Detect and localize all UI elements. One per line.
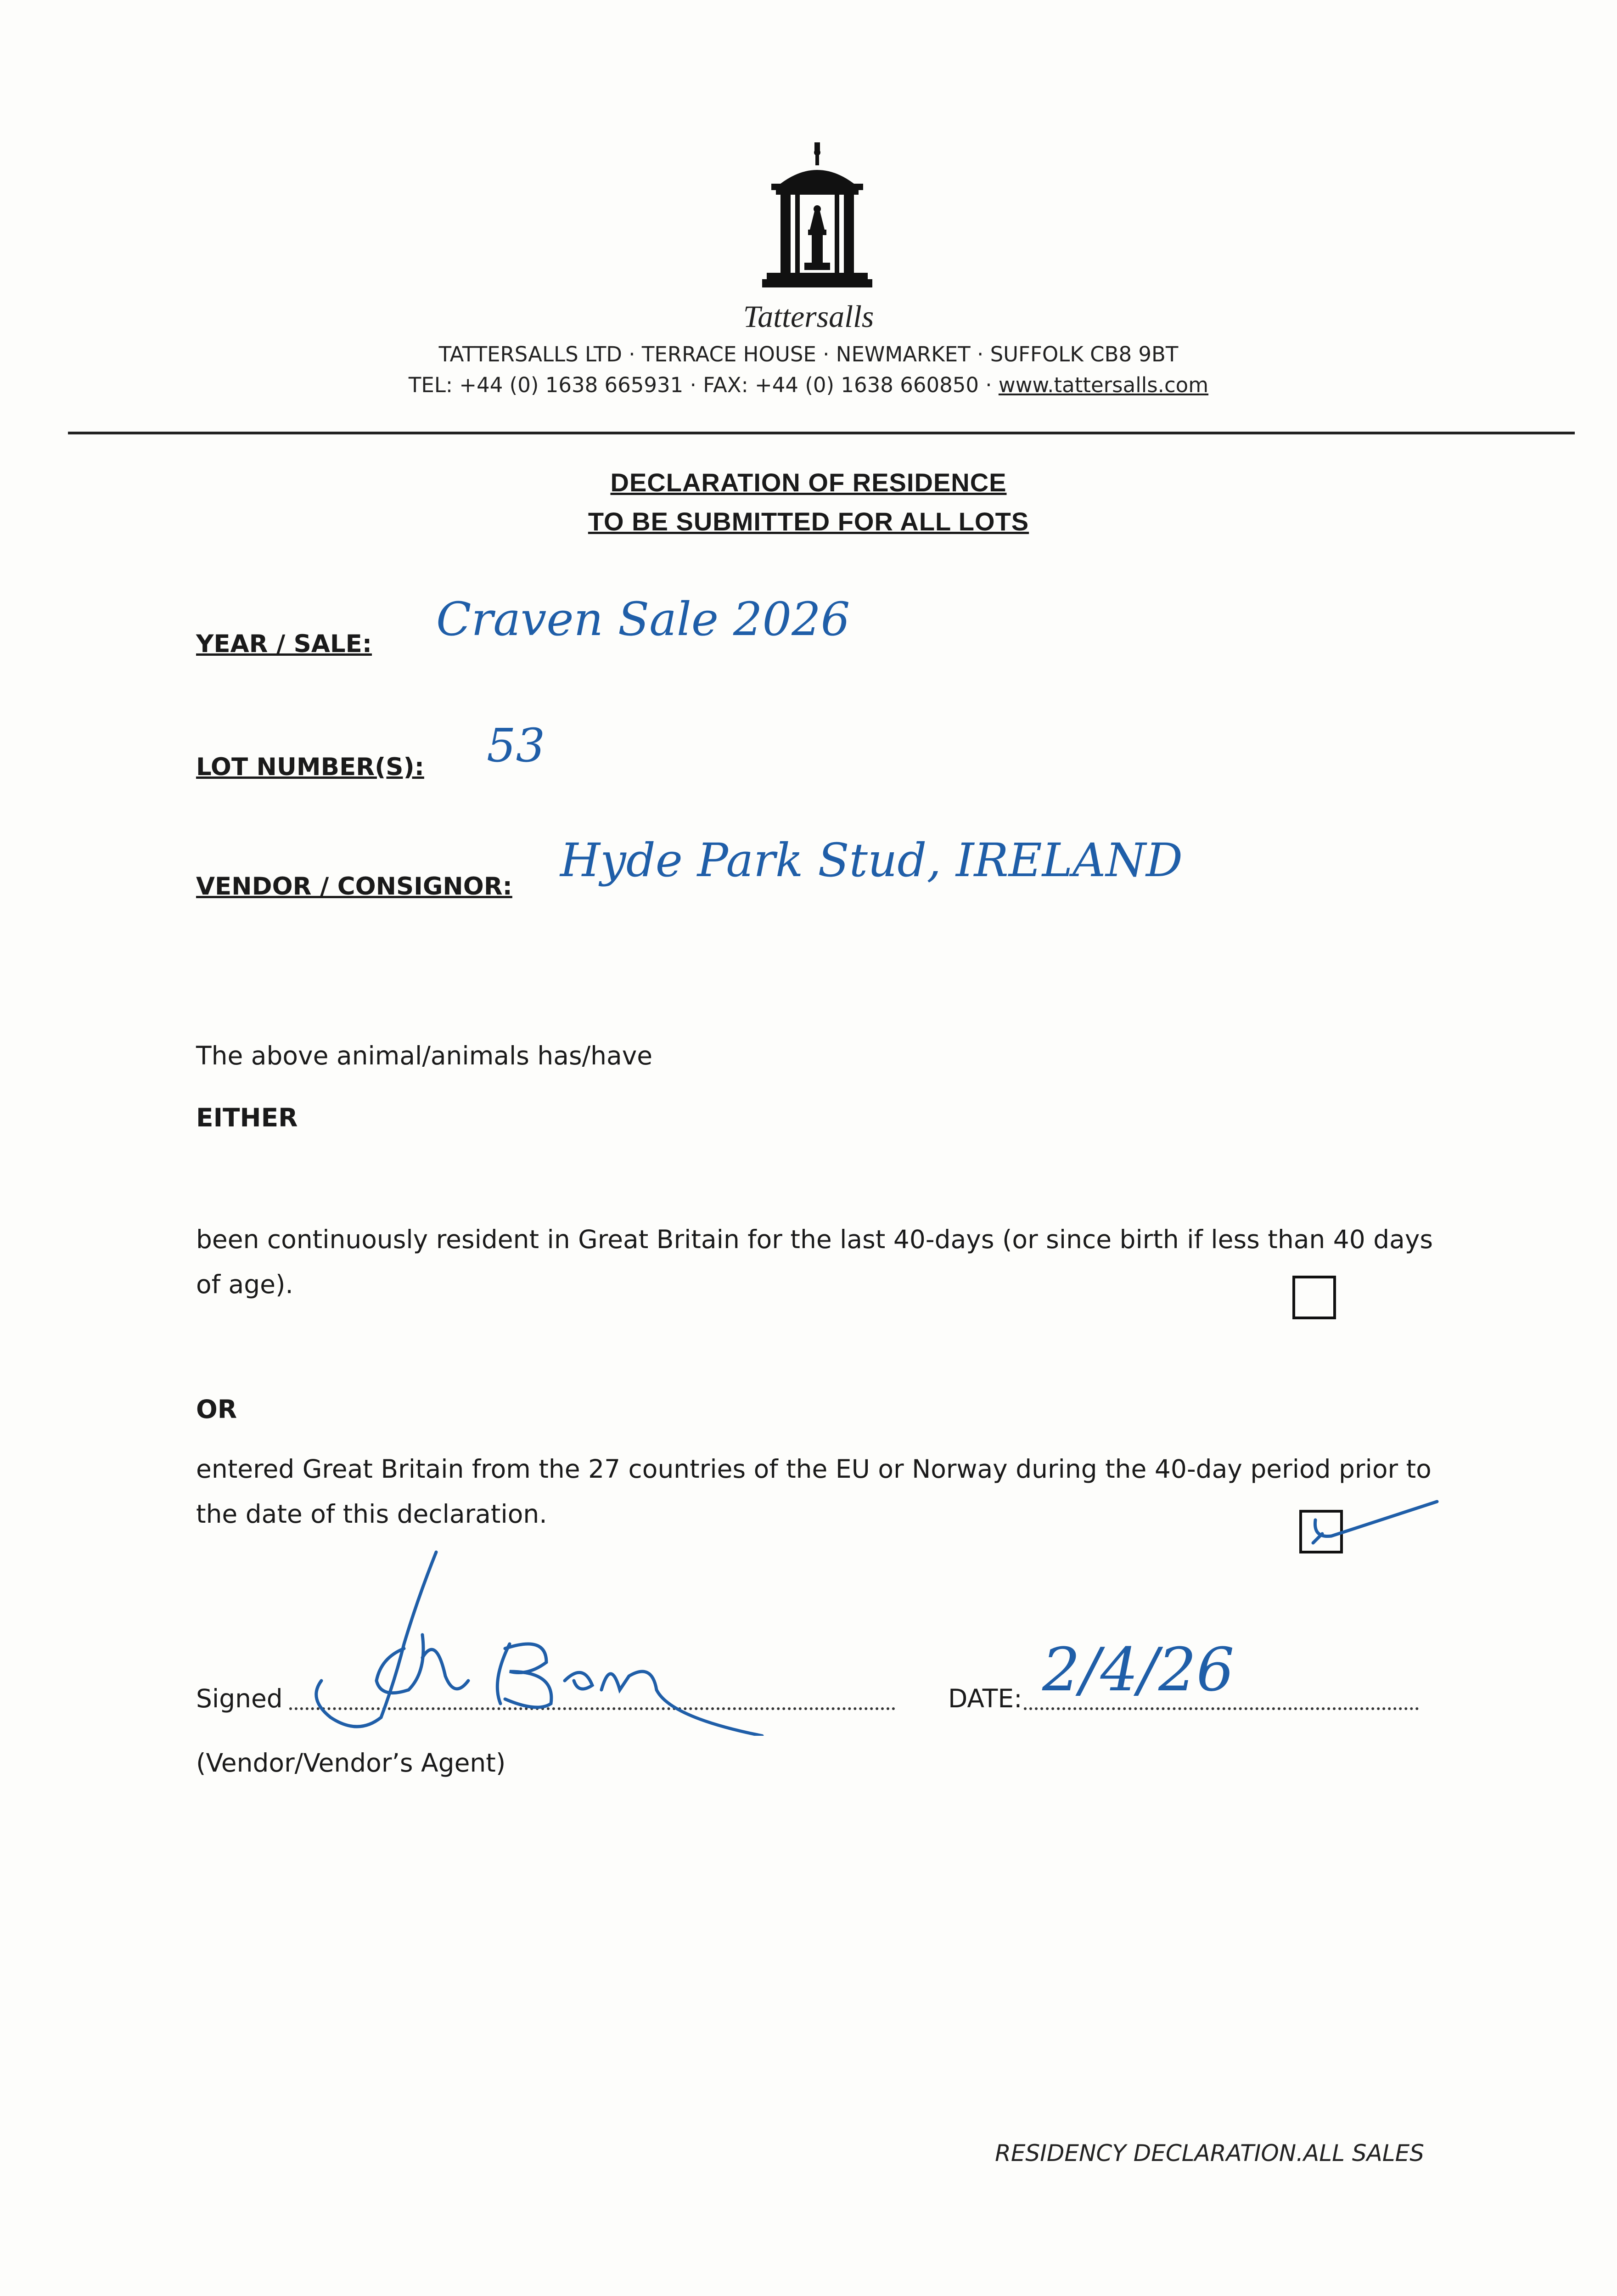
- date-value: 2/4/26: [1042, 1635, 1235, 1705]
- website-link[interactable]: www.tattersalls.com: [998, 373, 1209, 397]
- either-label: EITHER: [196, 1103, 298, 1132]
- signed-label: Signed: [196, 1684, 283, 1713]
- checkmark-icon: [1304, 1488, 1442, 1552]
- phone-fax: TEL: +44 (0) 1638 665931 · FAX: +44 (0) 1638 660850 ·: [408, 373, 999, 397]
- form-title: DECLARATION OF RESIDENCE: [610, 468, 1007, 497]
- tattersalls-logo: [762, 142, 872, 294]
- company-contact: [0, 373, 1617, 397]
- year-sale-label: YEAR / SALE:: [196, 630, 372, 658]
- intro-text: The above animal/animals has/have: [196, 1041, 653, 1070]
- signer-role: (Vendor/Vendor’s Agent): [196, 1748, 506, 1778]
- vendor-value: Hyde Park Stud, IRELAND: [560, 833, 1183, 887]
- signature-image: [289, 1543, 817, 1736]
- date-line: [1024, 1707, 1419, 1710]
- header-divider: [68, 432, 1575, 434]
- form-footer: RESIDENCY DECLARATION.ALL SALES: [995, 2140, 1424, 2167]
- lot-number-value: 53: [487, 719, 545, 772]
- form-subtitle: TO BE SUBMITTED FOR ALL LOTS: [588, 507, 1029, 536]
- option2-text: entered Great Britain from the 27 countries of the EU or Norway during the 40-day period prior to the date of this declaration.: [196, 1454, 1432, 1529]
- option1-checkbox[interactable]: [1292, 1276, 1336, 1319]
- vendor-label: VENDOR / CONSIGNOR:: [196, 872, 512, 900]
- company-address: TATTERSALLS LTD · TERRACE HOUSE · NEWMARKET · SUFFOLK CB8 9BT: [438, 342, 1179, 366]
- lot-number-label: LOT NUMBER(S):: [196, 753, 424, 781]
- year-sale-value: Craven Sale 2026: [436, 592, 850, 646]
- brand-name: Tattersalls: [743, 299, 874, 334]
- option1-text: been continuously resident in Great Britain for the last 40-days (or since birth if less than 40 days of age).: [196, 1225, 1433, 1299]
- date-label: DATE:: [948, 1684, 1022, 1713]
- or-label: OR: [196, 1395, 237, 1424]
